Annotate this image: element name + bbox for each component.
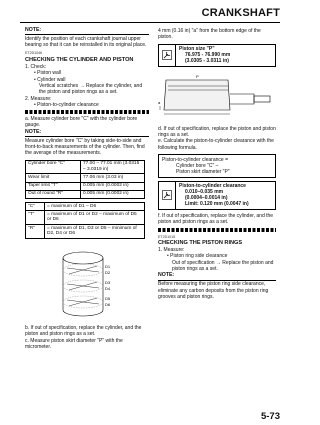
header-rule	[20, 22, 280, 23]
section-code: ET2D1015	[158, 234, 176, 239]
table-cell: 0.005 mm (0.0002 in)	[81, 182, 145, 190]
spec-value: 0.010–0.035 mm	[185, 189, 224, 196]
table-row	[26, 224, 145, 238]
step-e: e. Calculate the piston-to-cylinder clearance with the following formula.	[158, 138, 274, 151]
cylinder-bore-diagram	[43, 246, 123, 320]
figure-label: a	[158, 99, 161, 105]
step-2-bullet: • Piston-to-cylinder clearance	[34, 101, 99, 108]
step-f: f. If out of specification, replace the cylinder, and the piston and piston rings as a set.	[158, 212, 274, 226]
table-row	[26, 190, 145, 198]
formula-line: Cylinder bore "C" –	[176, 162, 219, 169]
table-cell: 0.005 mm (0.0002 in)	[81, 190, 145, 198]
step-1: 1. Measure:	[158, 247, 185, 254]
formula-title: Piston-to-cylinder clearance =	[162, 156, 229, 163]
spec-value: (3.0305 - 3.0311 in)	[185, 58, 229, 65]
step-d: d. If out of specification, replace the piston and piston rings as a set.	[158, 125, 276, 139]
section-title: CHECKING THE PISTON RINGS	[158, 239, 243, 246]
formula-table	[25, 202, 145, 239]
spec-value: 76.975 - 76.990 mm	[185, 52, 231, 59]
table-cell: = maximum of D1 – D6	[45, 202, 145, 210]
spec-title: Piston-to-cylinder clearance	[179, 183, 246, 190]
diagram-label: D2	[105, 269, 111, 275]
step-2: 2. Measure:	[25, 95, 52, 102]
note-rule	[158, 280, 276, 281]
spec-limit: Limit: 0.120 mm (0.0047 in)	[185, 201, 249, 208]
diagram-label: D6	[105, 301, 111, 307]
left-column	[25, 27, 149, 350]
spec-title: Piston size "P"	[179, 46, 215, 53]
section-title: CHECKING THE CYLINDER AND PISTON	[25, 56, 134, 63]
table-cell: Out of round "R"	[26, 190, 81, 198]
page-header-title: CRANKSHAFT	[201, 7, 280, 19]
piston-measure-figure	[158, 70, 276, 124]
table-cell: 77.00 – 77.01 mm (3.0315 – 3.0319 in)	[81, 160, 145, 174]
step-1-bullet: • Piston ring side clearance	[167, 253, 228, 260]
note-heading: NOTE:	[25, 27, 42, 33]
table-row	[26, 202, 145, 210]
diagram-label: D4	[105, 285, 111, 291]
intro-text: 4 mm (0.16 in) "a" from the bottom edge of the piston.	[158, 28, 261, 41]
spec-value: (0.0004–0.0014 in)	[185, 195, 228, 202]
step-c: c. Measure piston skirt diameter "P" with the micrometer.	[25, 337, 123, 350]
cylinder-spec-table	[25, 160, 145, 199]
wrench-icon	[159, 182, 176, 209]
diagram-label: D1	[105, 263, 111, 269]
table-row	[26, 174, 145, 182]
figure-label: P	[196, 73, 199, 79]
table-cell: = maximum of D1 or D2 – maximum of D5 or D6	[45, 211, 145, 225]
table-cell: Cylinder bore "C"	[26, 160, 81, 174]
table-cell: = maximum of D1, D3 or D5 – minimum of D2, D4 or D6	[45, 224, 145, 238]
procedure-start-bar	[25, 110, 149, 114]
step-1-bullet: • Piston wall	[34, 70, 62, 77]
step-b: b. If out of specification, replace the cylinder, and the piston and piston rings as a set.	[25, 324, 142, 338]
note-text: Identify the position of each crankshaft journal upper bearing so that it can be reinstalled in its original place.	[25, 35, 147, 49]
step-a: a. Measure cylinder bore "C" with the cylinder bore gauge.	[25, 116, 138, 129]
step-1-sub: Out of specification → Replace the piston and piston rings as a set.	[172, 259, 274, 273]
note-text: Before measuring the piston ring side clearance, eliminate any carbon deposits from the piston ring grooves and piston rings.	[158, 281, 269, 300]
note-heading: NOTE:	[158, 272, 175, 279]
table-cell: "R"	[26, 224, 45, 238]
piston-size-spec	[158, 44, 276, 67]
note-heading: NOTE:	[25, 128, 42, 135]
table-cell: Taper limit "T"	[26, 182, 81, 190]
diagram-label: D5	[105, 295, 111, 301]
table-row	[26, 160, 145, 174]
right-column	[158, 27, 276, 301]
formula-line: Piston skirt diameter "P"	[176, 169, 230, 176]
table-cell: "C"	[26, 202, 45, 210]
clearance-spec	[158, 181, 276, 210]
table-row	[26, 211, 145, 225]
note-rule	[25, 136, 149, 137]
table-row	[26, 182, 145, 190]
diagram-label: D3	[105, 279, 111, 285]
procedure-end-bar	[158, 228, 276, 232]
step-1-sub: Vertical scratches → Replace the cylinder, and the piston and piston rings as a set.	[39, 82, 143, 96]
step-1: 1. Check:	[25, 64, 47, 71]
note-rule	[25, 34, 149, 35]
note-text: Measure cylinder bore "C" by taking side-to-side and front-to-back measurements of the cylinder. Then, find the average of the measurements.	[25, 137, 145, 157]
page-number: 5-73	[260, 411, 280, 422]
table-cell: Wear limit	[26, 174, 81, 182]
wrench-icon	[159, 45, 176, 66]
clearance-formula	[158, 154, 276, 178]
table-cell: 77.06 mm (3.03 in)	[81, 174, 145, 182]
step-1-bullet: • Cylinder wall	[34, 76, 66, 83]
section-code: ET2D1046	[25, 51, 43, 56]
table-cell: "T"	[26, 211, 45, 225]
